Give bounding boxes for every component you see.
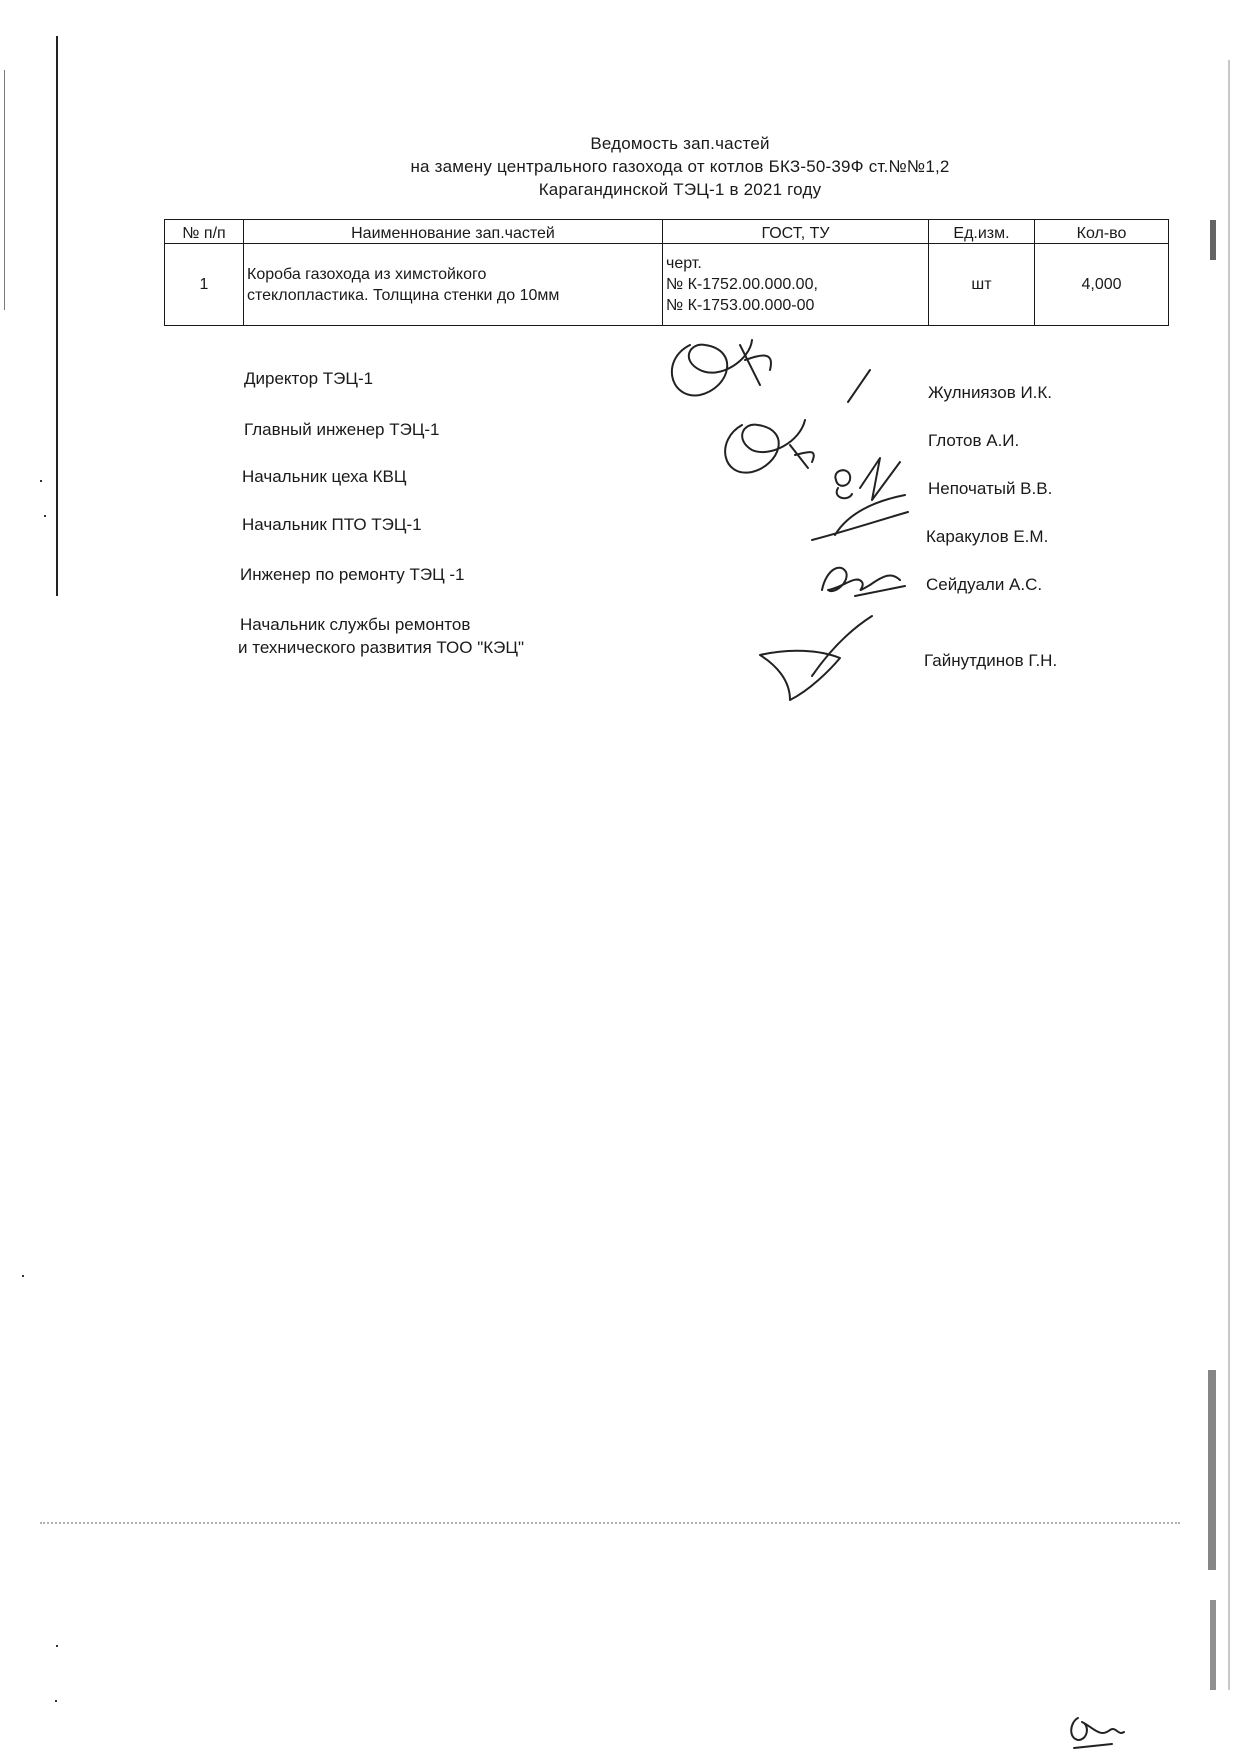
signature-pto-icon — [812, 495, 908, 540]
header-unit: Ед.изм. — [929, 220, 1035, 244]
signatory-position: Начальник цеха КВЦ — [242, 467, 407, 486]
title-line-2: на замену центрального газохода от котлов БКЗ-50-39Ф ст.№№1,2 — [410, 157, 950, 176]
signatory-position-line-2: и технического развития ТОО "КЭЦ" — [238, 638, 524, 657]
cell-unit: шт — [929, 244, 1035, 326]
cell-name-line-1: Короба газохода из химстойкого — [247, 265, 487, 283]
cell-gost-line-2: № К-1752.00.000.00, — [666, 276, 818, 293]
signatory-name: Жулниязов И.К. — [928, 383, 1053, 402]
title-line-3: Карагандинской ТЭЦ-1 в 2021 году — [538, 180, 822, 199]
signature-kec-icon — [760, 616, 872, 700]
cell-name-line-2: стеклопластика. Толщина стенки до 10мм — [247, 286, 560, 304]
header-qty: Кол-во — [1035, 220, 1169, 244]
signatory-name: Глотов А.И. — [928, 431, 1020, 450]
signatory-position: Директор ТЭЦ-1 — [244, 369, 374, 388]
signatory-name: Непочатый В.В. — [928, 479, 1053, 498]
cell-qty: 4,000 — [1035, 244, 1169, 326]
signatory-position-line-1: Начальник службы ремонтов — [240, 615, 471, 634]
header-num: № п/п — [165, 220, 244, 244]
cell-gost-line-3: № К-1753.00.000-00 — [666, 297, 815, 314]
signatory-name: Каракулов Е.М. — [926, 527, 1049, 546]
signature-director-icon — [672, 340, 870, 402]
signatory-position: Начальник ПТО ТЭЦ-1 — [242, 515, 422, 534]
header-name: Наименнование зап.частей — [244, 220, 663, 244]
signature-kvc-icon — [835, 458, 900, 500]
signature-chief-engineer-icon — [725, 420, 814, 473]
signatory-position: Главный инженер ТЭЦ-1 — [244, 420, 440, 439]
title-line-1: Ведомость зап.частей — [590, 134, 770, 153]
cell-gost-line-1: черт. — [666, 255, 702, 272]
signatory-name: Гайнутдинов Г.Н. — [924, 651, 1058, 670]
initials-bottom-icon — [1071, 1718, 1124, 1748]
signatory-name: Сейдуали А.С. — [926, 575, 1043, 594]
cell-num: 1 — [165, 244, 244, 326]
signatory-position: Инженер по ремонту ТЭЦ -1 — [240, 565, 465, 584]
signature-repair-engineer-icon — [822, 568, 905, 596]
header-gost: ГОСТ, ТУ — [663, 220, 929, 244]
